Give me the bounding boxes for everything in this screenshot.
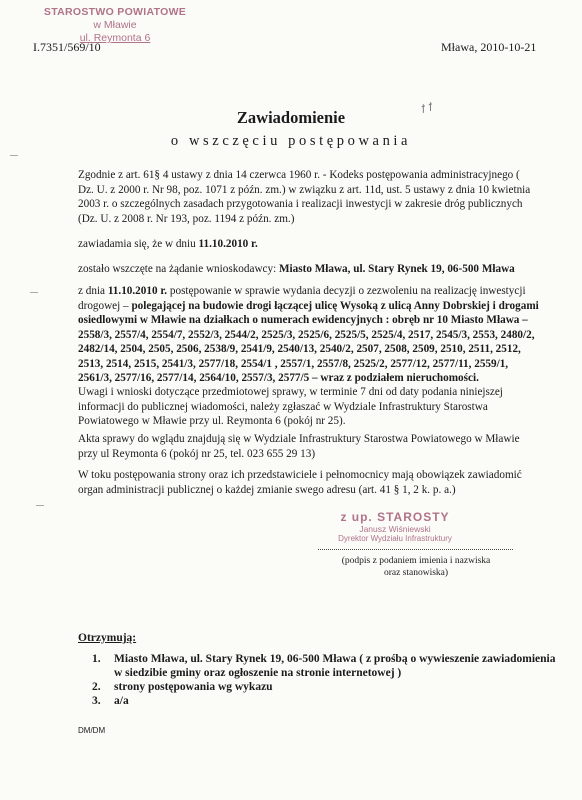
signature-stamp-authority: z up. STAROSTY [340, 510, 450, 524]
list-item-number: 3. [92, 695, 101, 707]
footer-initials: DM/DM [78, 726, 106, 735]
list-item-text: strony postępowania wg wykazu [114, 681, 273, 693]
remarks-paragraph: Uwagi i wnioski dotyczące przedmiotowej sprawy, w terminie 7 dni od daty podania niniejszej informacji do publicznej wiadomości, należy zgłaszać w Wydziale Infrastruktury Starostwa Powiatowego w Mławie przy ul. Reymonta 6 (pokój nr 25). [78, 386, 503, 427]
signature-line [318, 549, 513, 550]
subject-text: postępowanie w sprawie wydania decyzji o zezwoleniu na realizację inwestycji drogowej – [78, 285, 526, 312]
signature-caption-line2: oraz stanowiska) [383, 567, 449, 578]
signature-stamp-position: Dyrektor Wydziału Infrastruktury [338, 534, 452, 543]
list-item [92, 652, 562, 680]
subject-date: 11.10.2010 r. [107, 285, 168, 297]
list-item-text: a/a [114, 695, 129, 707]
subject-parcels: polegającej na budowie drogi łączącej ulicę Wysoką z ulicą Anny Dobrskiej i drogami osiedlowymi w Mławie na działkach o numerach ewidencyjnych : obręb nr 10 Miasto Mława – 2558/3, 2557/4, 2554/7, 2552/3, 2544/2, 2525/3, 2525/6, 2525/5, 2525/4, 2517, 2545/3, 2553, 2480/2, 2482/14, 2504, 2505, 2506, 2538/9, 2541/9, 2540/13, 2540/2, 2507, 2508, 2509, 2510, 2511, 2512, 2513, 2514, 2515, 2541/3, 2577/18, 2554/1 , 2557/1, 2557/8, 2525/2, 2577/12, 2577/11, 2559/1, 2561/3, 2577/16, 2577/14, 2564/10, 2557/3, 2577/5 – wraz z podziałem nieruchomości. [78, 299, 539, 384]
notice-date-paragraph [78, 237, 258, 252]
signature-stamp-name: Janusz Wiśniewski [359, 524, 431, 534]
handwritten-annotation: ꝉ ꝉ [418, 101, 434, 117]
list-item-number: 1. [92, 653, 101, 665]
notice-date-text: zawiadamia się, że w dniu [78, 238, 199, 250]
office-stamp-line2: w Mławie [93, 19, 137, 31]
applicant-intro: zostało wszczęte na żądanie wnioskodawcy: [78, 263, 279, 275]
recipients-heading: Otrzymują: [78, 632, 137, 644]
scan-mark [36, 505, 44, 506]
place-date: Mława, 2010-10-21 [441, 40, 537, 54]
applicant-name: Miasto Mława, ul. Stary Rynek 19, 06-500 Mława [278, 263, 515, 275]
scan-mark [10, 155, 18, 156]
document-subtitle: o wszczęciu postępowania [170, 133, 412, 149]
office-stamp-line1: STAROSTWO POWIATOWE [43, 6, 187, 18]
signature-caption-line1: (podpis z podaniem imienia i nazwiska [341, 556, 491, 566]
signature-caption [336, 556, 496, 579]
subject-intro: z dnia [78, 285, 108, 297]
list-item-text: Miasto Mława, ul. Stary Rynek 19, 06-500 Mława ( z prośbą o wywieszenie zawiadomienia w siedzibie gminy oraz ogłoszenie na stronie internetowej ) [114, 653, 556, 679]
list-item [92, 680, 562, 694]
applicant-paragraph [78, 262, 515, 277]
reference-number: I.7351/569/10 [33, 40, 101, 54]
document-title: Zawiadomienie [236, 108, 346, 127]
list-item-number: 2. [92, 681, 101, 693]
case-files-paragraph: Akta sprawy do wglądu znajdują się w Wydziale Infrastruktury Starostwa Powiatowego w Mławie przy ul Reymonta 6 (pokój nr 25, tel. 023 655 29 13) [78, 433, 520, 460]
scan-mark [30, 292, 38, 293]
legal-basis-paragraph: Zgodnie z art. 61§ 4 ustawy z dnia 14 czerwca 1960 r. - Kodeks postępowania administracyjnego ( Dz. U. z 2000 r. Nr 98, poz. 1071 z późn. zm.) w związku z art. 11d, ust. 5 ustawy z dnia 10 kwietnia 2003 r. o szczególnych zasadach przygotowania i realizacji inwestycji w zakresie dróg publicznych (Dz. U. z 2008 r. Nr 193, poz. 1194 z późn. zm.) [78, 169, 531, 225]
signature-stamp [300, 510, 490, 543]
recipients-list [92, 652, 562, 708]
proceeding-subject-paragraph [78, 284, 540, 386]
list-item [92, 694, 562, 708]
office-stamp-line3: ul. Reymonta 6 [79, 32, 151, 44]
address-change-paragraph: W toku postępowania strony oraz ich przedstawiciele i pełnomocnicy mają obowiązek zawiadomić organ administracji publicznej o każdej zmianie swego adresu (art. 41 § 1, 2 k. p. a.) [78, 469, 522, 496]
notice-date-value: 11.10.2010 r. [198, 238, 258, 250]
